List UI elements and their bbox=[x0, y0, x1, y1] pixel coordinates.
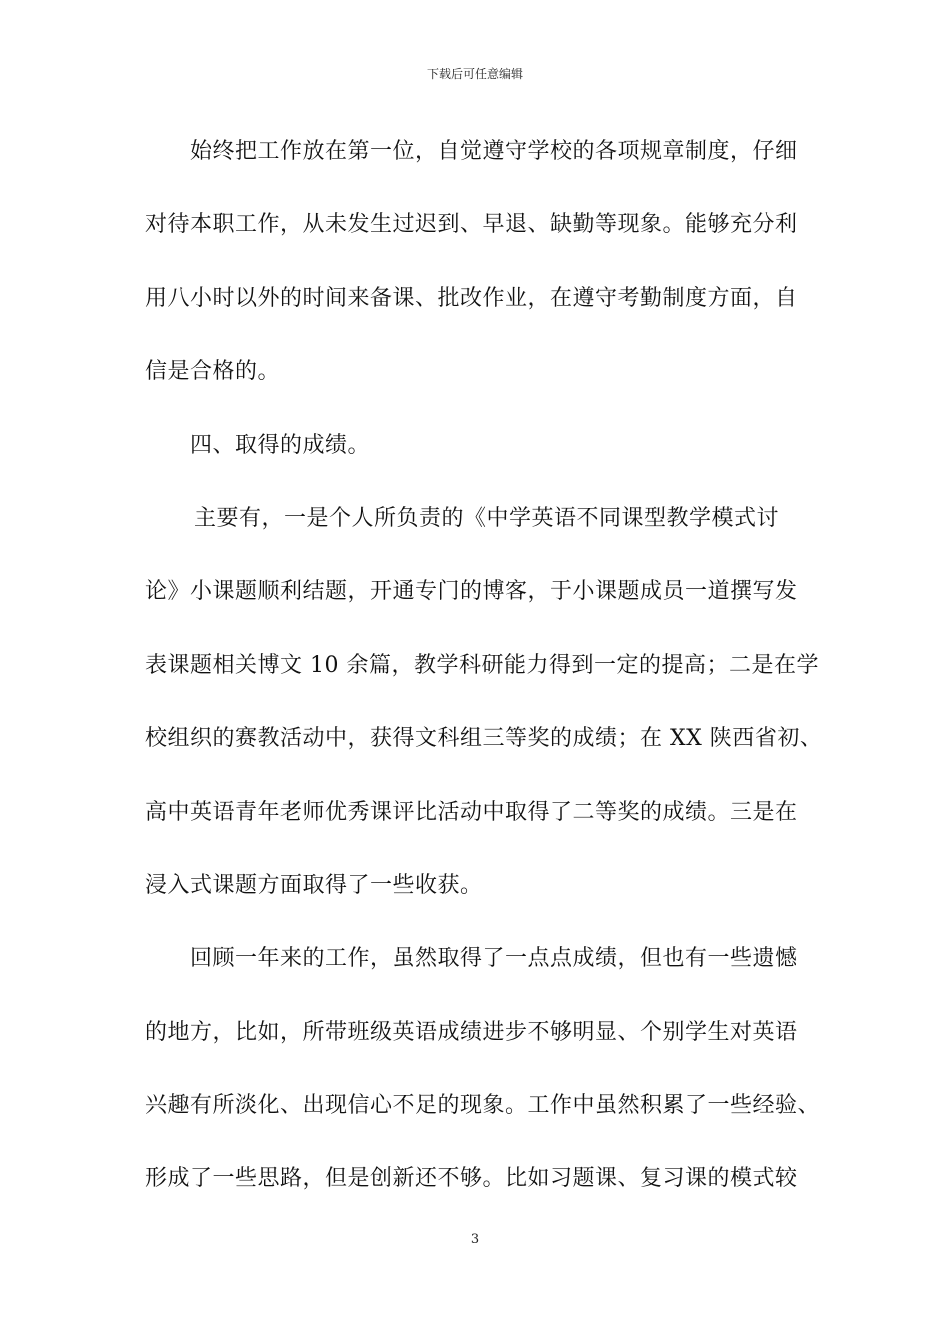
text-line: 信是合格的。 bbox=[145, 359, 281, 385]
page-header: 下载后可任意编辑 bbox=[426, 67, 523, 81]
text-line: 主要有，一是个人所负责的《中学英语不同课型教学模式讨 bbox=[194, 505, 780, 531]
text-line: 始终把工作放在第一位，自觉遵守学校的各项规章制度，仔细 bbox=[190, 139, 798, 164]
text-line: 对待本职工作，从未发生过迟到、早退、缺勤等现象。能够充分利 bbox=[145, 212, 798, 238]
text-line: 浸入式课题方面取得了一些收获。 bbox=[145, 872, 483, 898]
section-heading: 四、取得的成绩。 bbox=[190, 432, 371, 458]
text-line: 校组织的赛教活动中，获得文科组三等奖的成绩；在 XX 陕西省初、 bbox=[145, 726, 823, 752]
document-body bbox=[145, 126, 823, 1227]
text-line: 回顾一年来的工作，虽然取得了一点点成绩，但也有一些遗憾 bbox=[190, 946, 798, 972]
page-number: 3 bbox=[470, 1232, 480, 1247]
text-line: 兴趣有所淡化、出现信心不足的现象。工作中虽然积累了一些经验、 bbox=[145, 1093, 821, 1119]
text-line: 的地方，比如，所带班级英语成绩进步不够明显、个别学生对英语 bbox=[145, 1019, 798, 1045]
text-line: 表课题相关博文 10 余篇，教学科研能力得到一定的提高；二是在学 bbox=[145, 652, 819, 678]
text-line: 论》小课题顺利结题，开通专门的博客，于小课题成员一道撰写发 bbox=[145, 579, 798, 605]
text-line: 用八小时以外的时间来备课、批改作业，在遵守考勤制度方面，自 bbox=[145, 285, 798, 311]
text-line: 高中英语青年老师优秀课评比活动中取得了二等奖的成绩。三是在 bbox=[145, 799, 798, 825]
text-line: 形成了一些思路，但是创新还不够。比如习题课、复习课的模式较 bbox=[145, 1166, 798, 1192]
